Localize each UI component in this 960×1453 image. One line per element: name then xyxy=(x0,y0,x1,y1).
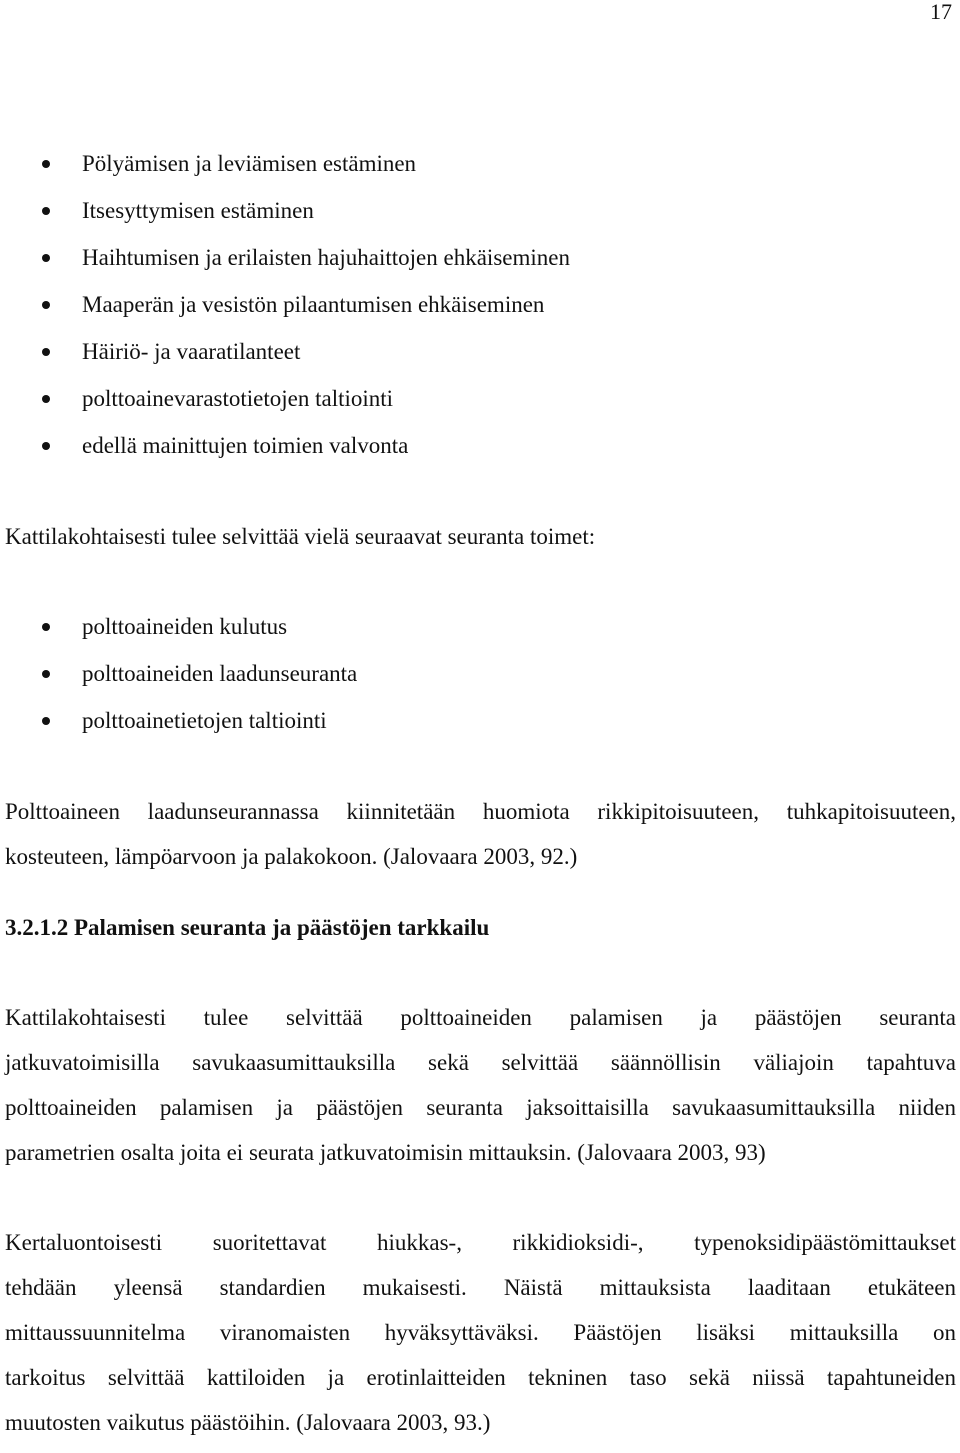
bullet-list-measures xyxy=(0,149,570,478)
bullet-icon xyxy=(42,348,50,356)
paragraph-line: parametrien osalta joita ei seurata jatkuvatoimisin mittauksin. (Jalovaara 2003, 93) xyxy=(5,1140,766,1165)
paragraph-line: tehdään yleensä standardien mukaisesti. Näistä mittauksista laaditaan etukäteen xyxy=(5,1275,956,1300)
paragraph-line: jatkuvatoimisilla savukaasumittauksilla sekä selvittää säännöllisin väliajoin tapahtuva xyxy=(5,1050,956,1075)
list-item-text: polttoainetietojen taltiointi xyxy=(82,708,327,733)
page-number: 17 xyxy=(930,0,952,24)
paragraph-line: mittaussuunnitelma viranomaisten hyväksyttäväksi. Päästöjen lisäksi mittauksilla on xyxy=(5,1320,956,1345)
bullet-icon xyxy=(42,254,50,262)
bullet-icon xyxy=(42,623,50,631)
list-item xyxy=(0,659,357,706)
intro-line: Kattilakohtaisesti tulee selvittää vielä seuraavat seuranta toimet: xyxy=(5,524,596,549)
list-item xyxy=(0,431,570,478)
list-item xyxy=(0,384,570,431)
paragraph-line: kosteuteen, lämpöarvoon ja palakokoon. (Jalovaara 2003, 92.) xyxy=(5,844,578,869)
section-heading: 3.2.1.2 Palamisen seuranta ja päästöjen tarkkailu xyxy=(5,915,490,940)
list-item xyxy=(0,337,570,384)
list-item xyxy=(0,290,570,337)
list-item xyxy=(0,706,357,753)
list-item-text: polttoainevarastotietojen taltiointi xyxy=(82,386,394,411)
paragraph-line: Polttoaineen laadunseurannassa kiinnitetään huomiota rikkipitoisuuteen, tuhkapitoisuuteen, xyxy=(5,799,956,824)
list-item-text: Haihtumisen ja erilaisten hajuhaittojen ehkäiseminen xyxy=(82,245,570,270)
list-item xyxy=(0,243,570,290)
bullet-icon xyxy=(42,717,50,725)
list-item-text: edellä mainittujen toimien valvonta xyxy=(82,433,409,458)
paragraph-combustion-monitoring xyxy=(5,1003,956,1183)
list-item-text: Pölyämisen ja leviämisen estäminen xyxy=(82,151,417,176)
bullet-icon xyxy=(42,207,50,215)
list-item xyxy=(0,149,570,196)
list-item-text: polttoaineiden laadunseuranta xyxy=(82,661,358,686)
list-item xyxy=(0,196,570,243)
bullet-icon xyxy=(42,395,50,403)
list-item-text: Häiriö- ja vaaratilanteet xyxy=(82,339,301,364)
bullet-icon xyxy=(42,670,50,678)
bullet-icon xyxy=(42,301,50,309)
list-item xyxy=(0,612,357,659)
paragraph-line: Kattilakohtaisesti tulee selvittää polttoaineiden palamisen ja päästöjen seuranta xyxy=(5,1005,956,1030)
paragraph-line: muutosten vaikutus päästöihin. (Jalovaara 2003, 93.) xyxy=(5,1410,491,1435)
paragraph-line: Kertaluontoisesti suoritettavat hiukkas-, rikkidioksidi-, typenoksidipäästömittaukset xyxy=(5,1230,956,1255)
paragraph-line: tarkoitus selvittää kattiloiden ja erotinlaitteiden tekninen taso sekä niissä tapahtuneiden xyxy=(5,1365,956,1390)
paragraph-emission-measurements xyxy=(5,1228,956,1453)
paragraph-fuel-quality xyxy=(5,797,956,887)
list-item-text: polttoaineiden kulutus xyxy=(82,614,288,639)
bullet-list-monitoring xyxy=(0,612,357,753)
bullet-icon xyxy=(42,160,50,168)
list-item-text: Maaperän ja vesistön pilaantumisen ehkäiseminen xyxy=(82,292,545,317)
paragraph-line: polttoaineiden palamisen ja päästöjen seuranta jaksoittaisilla savukaasumittauksilla niiden xyxy=(5,1095,956,1120)
bullet-icon xyxy=(42,442,50,450)
list-item-text: Itsesyttymisen estäminen xyxy=(82,198,314,223)
